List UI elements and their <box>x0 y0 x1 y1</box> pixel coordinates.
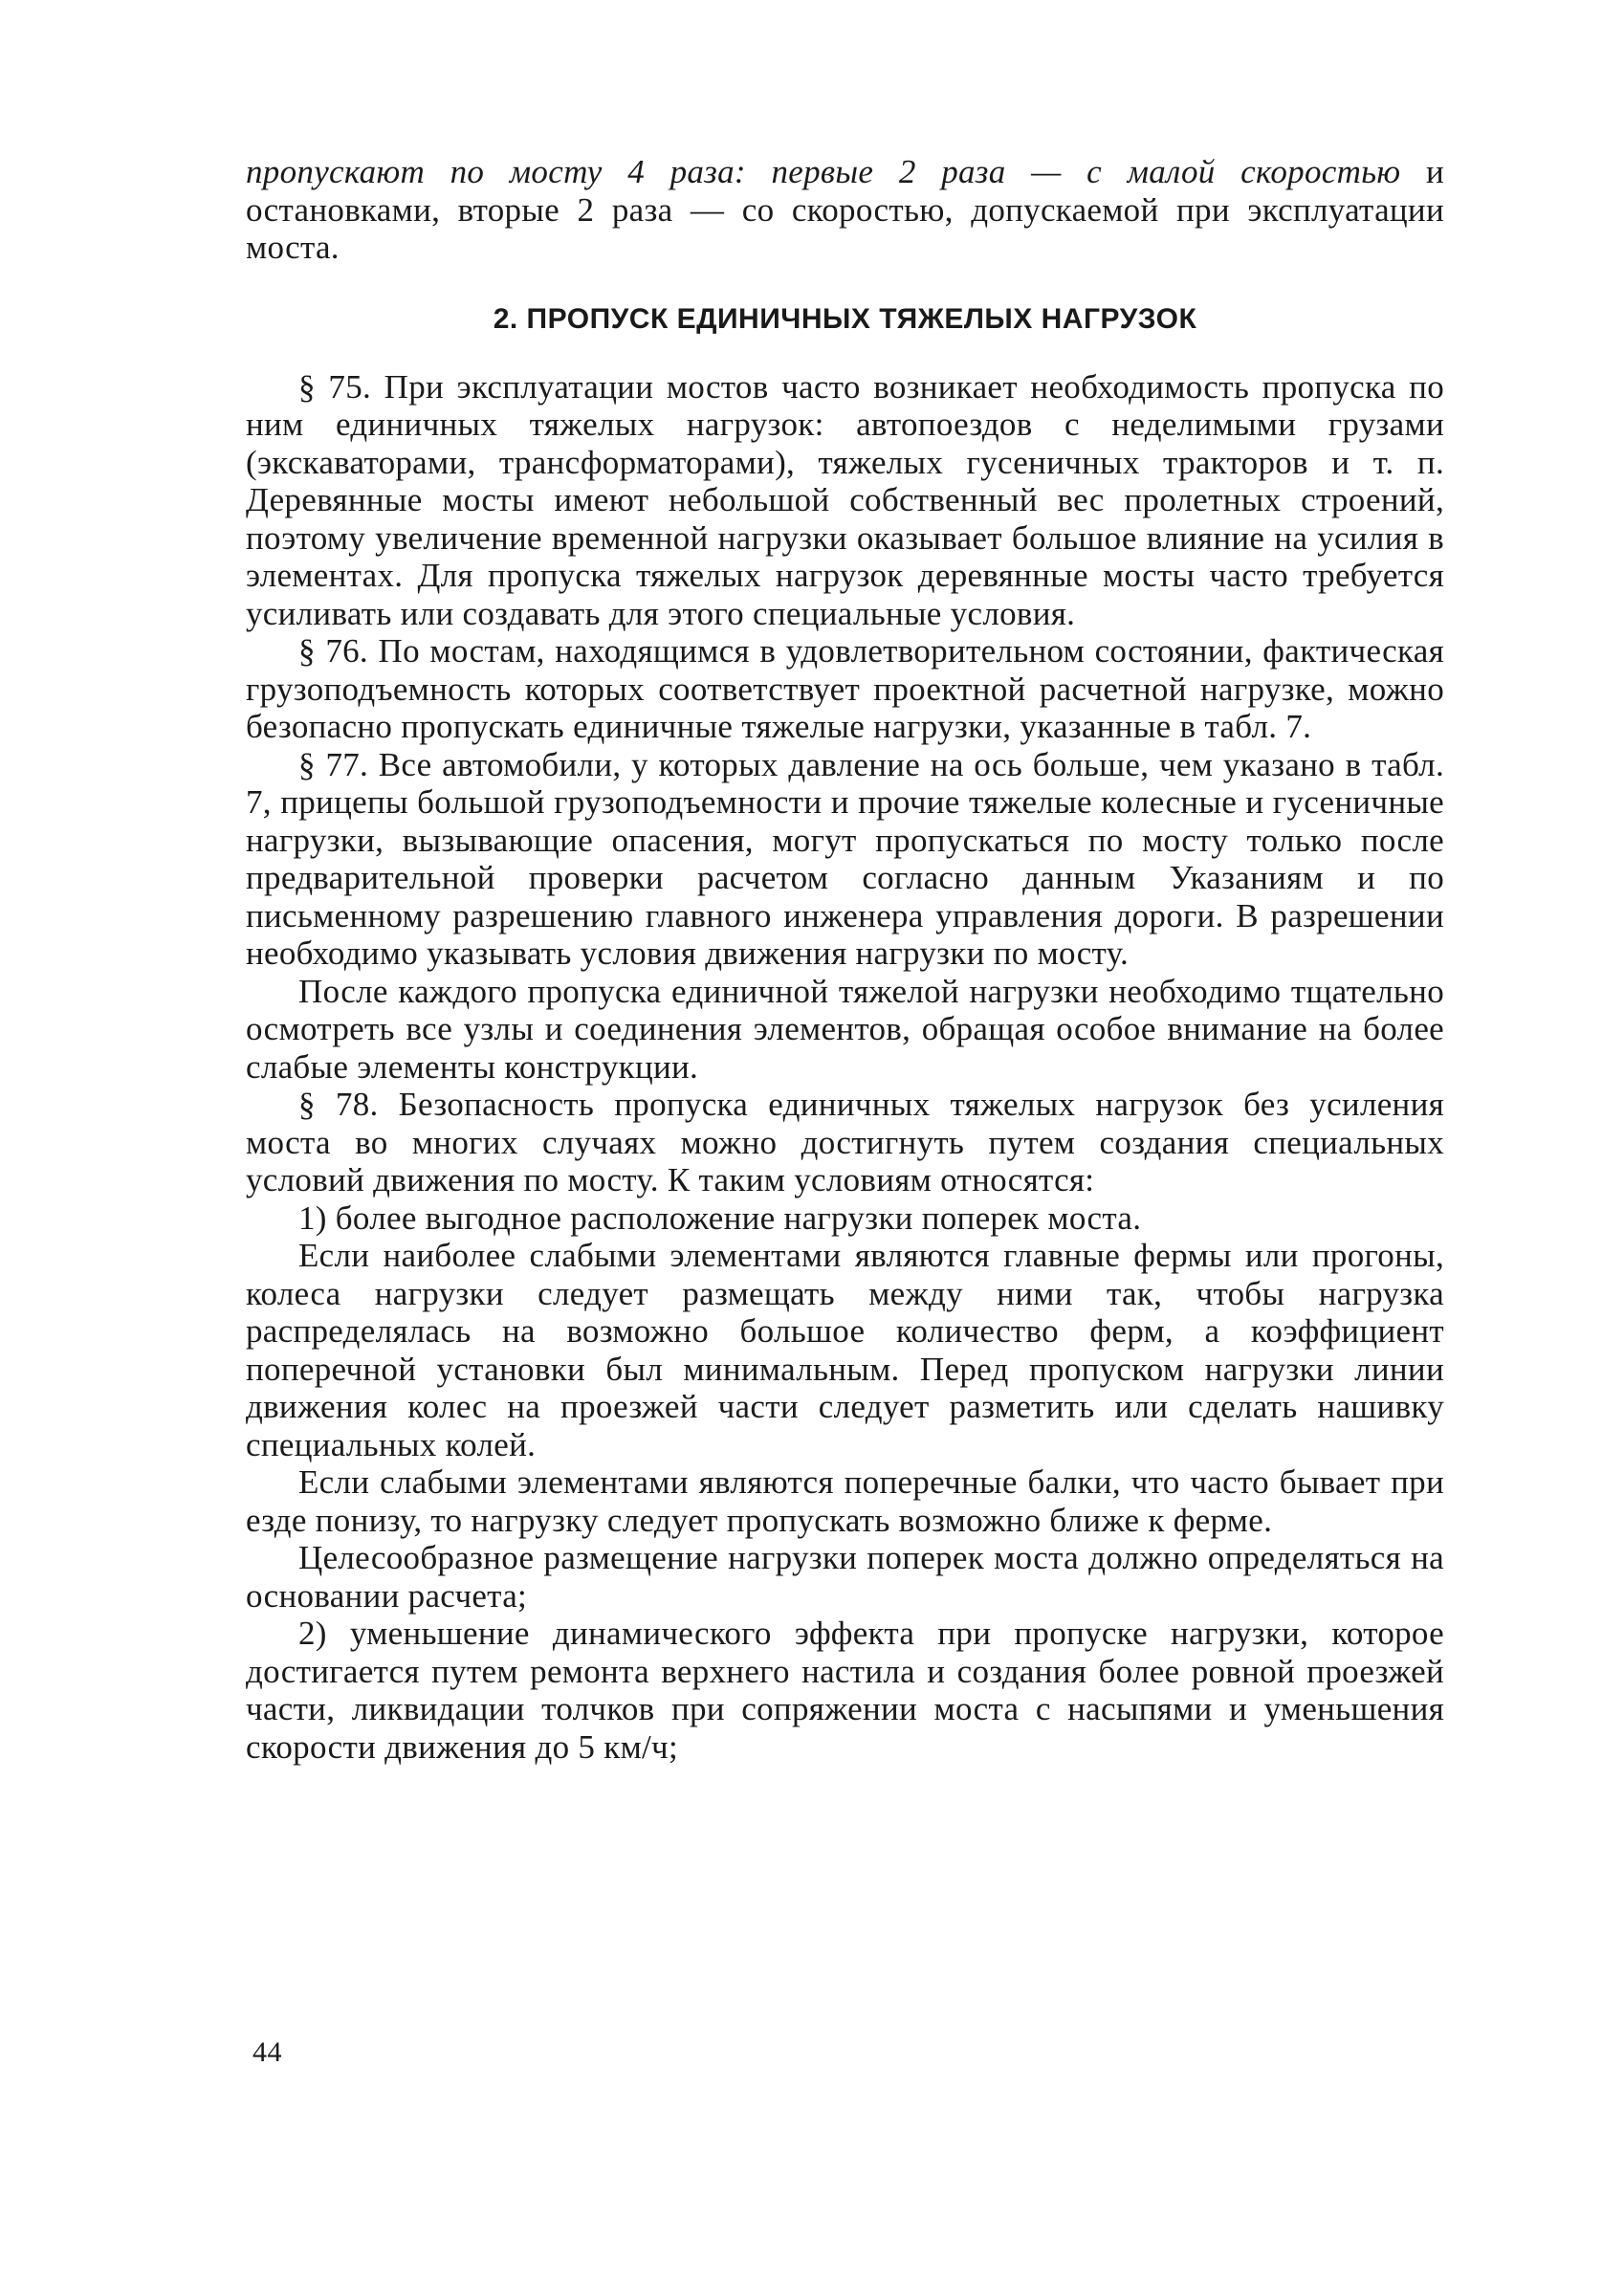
paragraph-76: § 76. По мостам, находящимся в удовлетворительном состоянии, фактическая грузоподъемность которых соответствует проектной расчетной нагрузке, можно безопасно пропускать единичные тяжелые нагрузки, указанные в табл. 7. <box>246 632 1444 745</box>
paragraph-placement: Целесообразное размещение нагрузки поперек моста должно определяться на основании расчета; <box>246 1539 1444 1615</box>
section-heading: 2. ПРОПУСК ЕДИНИЧНЫХ ТЯЖЕЛЫХ НАГРУЗОК <box>493 302 1197 335</box>
paragraph-weak-trusses: Если наиболее слабыми элементами являются главные фермы или прогоны, колеса нагрузки следует размещать между ними так, чтобы нагрузка распределялась на возможно большое количество ферм, а коэффициент поперечной установки был минимальным. Перед пропуском нагрузки линии движения колес на проезжей части следует разметить или сделать нашивку специальных колей. <box>246 1237 1444 1463</box>
intro-regular-text: и остановками, вторые 2 раза — со скоростью, допускаемой при эксплуатации моста. <box>246 153 1444 266</box>
paragraph-75: § 75. При эксплуатации мостов часто возникает необходимость пропуска по ним единичных тяжелых нагрузок: автопоездов с неделимыми грузами (экскаваторами, трансформаторами), тяжелых гусеничных тракторов и т. п. Деревянные мосты имеют небольшой собственный вес пролетных строений, поэтому увеличение временной нагрузки оказывает большое влияние на усилия в элементах. Для пропуска тяжелых нагрузок деревянные мосты часто требуется усиливать или создавать для этого специальные условия. <box>246 367 1444 632</box>
paragraph-weak-beams: Если слабыми элементами являются поперечные балки, что часто бывает при езде понизу, то нагрузку следует пропускать возможно ближе к ферме. <box>246 1463 1444 1539</box>
intro-italic-text: пропускают по мосту 4 раза: первые 2 раза — с малой скоростью <box>246 153 1401 190</box>
paragraph-after-passage: После каждого пропуска единичной тяжелой нагрузки необходимо тщательно осмотреть все узлы и соединения элементов, обращая особое внимание на более слабые элементы конструкции. <box>246 972 1444 1086</box>
list-item-1: 1) более выгодное расположение нагрузки поперек моста. <box>298 1198 1142 1237</box>
list-item-2: 2) уменьшение динамического эффекта при пропуске нагрузки, которое достигается путем ремонта верхнего настила и создания более ровной проезжей части, ликвидации толчков при сопряжении моста с насыпями и уменьшения скорости движения до 5 км/ч; <box>246 1615 1444 1766</box>
paragraph-78: § 78. Безопасность пропуска единичных тяжелых нагрузок без усиления моста во многих случаях можно достигнуть путем создания специальных условий движения по мосту. К таким условиям относятся: <box>246 1086 1444 1198</box>
page-number: 44 <box>252 2036 282 2068</box>
intro-paragraph <box>246 153 1444 267</box>
document-page <box>246 153 1444 1766</box>
paragraph-77: § 77. Все автомобили, у которых давление на ось больше, чем указано в табл. 7, прицепы большой грузоподъемности и прочие тяжелые колесные и гусеничные нагрузки, вызывающие опасения, могут пропускаться по мосту только после предварительной проверки расчетом согласно данным Указаниям и по письменному разрешению главного инженера управления дороги. В разрешении необходимо указывать условия движения нагрузки по мосту. <box>246 745 1444 972</box>
